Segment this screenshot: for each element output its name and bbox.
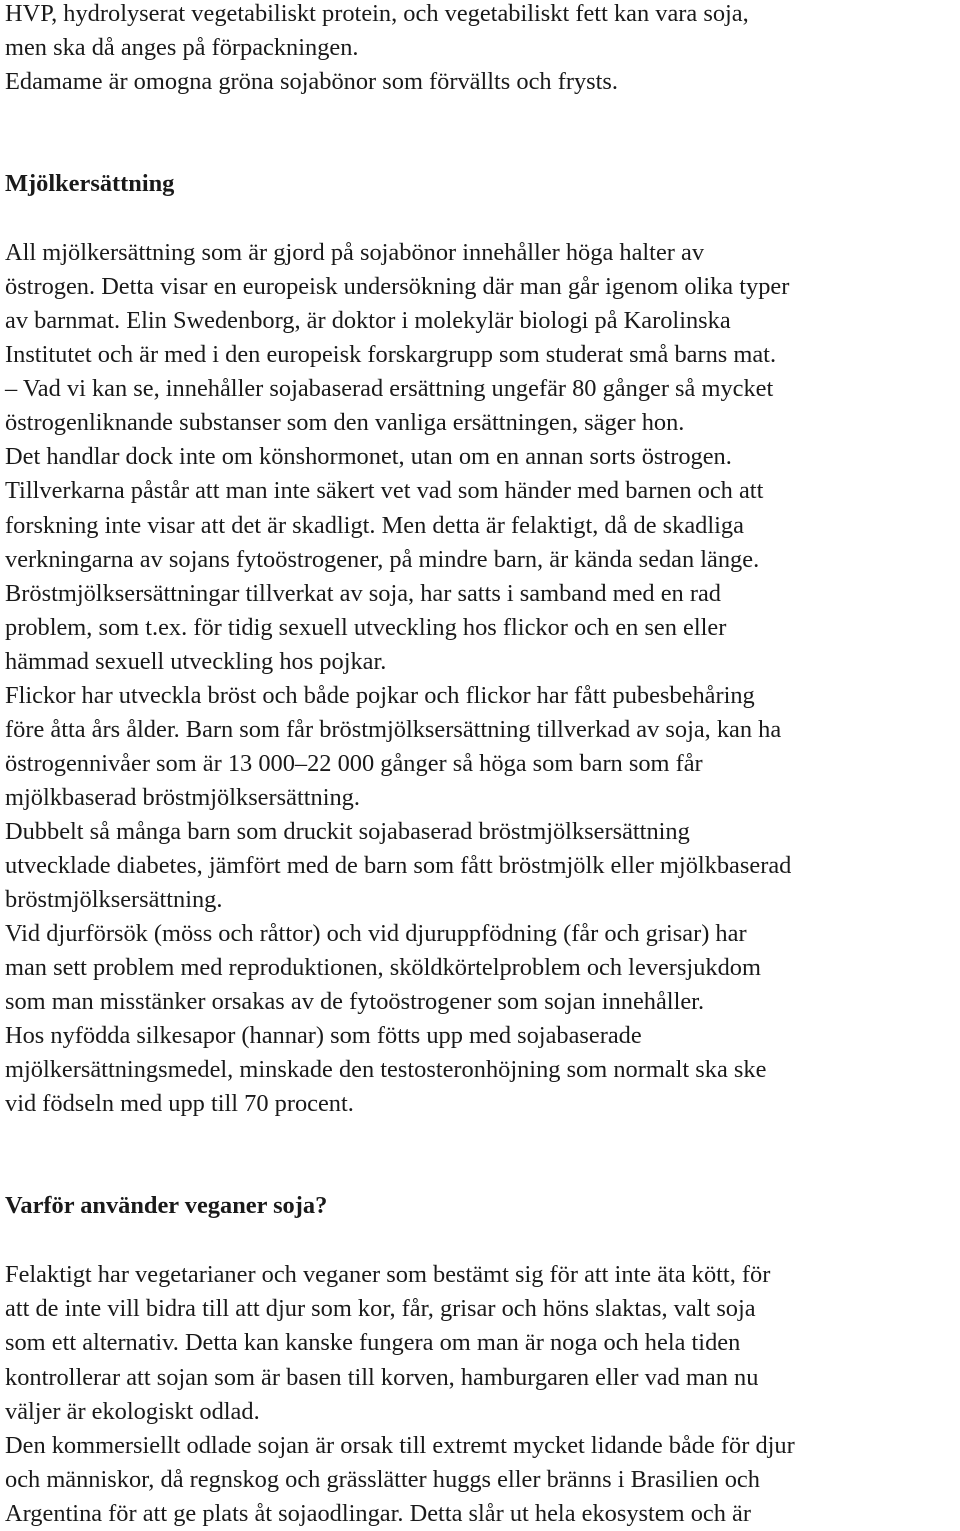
intro-text-line: Edamame är omogna gröna sojabönor som förvällts och frysts.	[5, 68, 619, 96]
section1-text-line: östrogennivåer som är 13 000–22 000 gånger så höga som barn som får	[5, 749, 703, 777]
section1-text-line: – Vad vi kan se, innehåller sojabaserad ersättning ungefär 80 gånger så mycket	[5, 375, 774, 403]
section2-text-line: att de inte vill bidra till att djur som kor, får, grisar och höns slaktas, valt soja	[5, 1295, 756, 1323]
section-heading-mjolkersattning: Mjölkersättning	[5, 170, 175, 198]
section1-text-line: Hos nyfödda silkesapor (hannar) som fötts upp med sojabaserade	[5, 1022, 642, 1050]
section2-text-line: Felaktigt har vegetarianer och veganer som bestämt sig för att inte äta kött, för	[5, 1261, 771, 1289]
section2-body	[5, 1258, 960, 1530]
spacer	[5, 201, 960, 236]
section1-text-line: östrogen. Detta visar en europeisk undersökning där man går igenom olika typer	[5, 273, 790, 301]
spacer	[5, 1121, 960, 1189]
section2-text-line: och människor, då regnskog och grässlätter huggs eller bränns i Brasilien och	[5, 1465, 760, 1493]
section2-text-line: som ett alternativ. Detta kan kanske fungera om man är noga och hela tiden	[5, 1329, 741, 1357]
section1-text-line: som man misstänker orsakas av de fytoöstrogener som sojan innehåller.	[5, 988, 705, 1016]
spacer	[5, 99, 960, 167]
section1-text-line: Dubbelt så många barn som druckit sojabaserad bröstmjölksersättning	[5, 817, 690, 845]
section1-text-line: forskning inte visar att det är skadligt. Men detta är felaktigt, då de skadliga	[5, 511, 744, 539]
section1-text-line: man sett problem med reproduktionen, sköldkörtelproblem och leversjukdom	[5, 954, 761, 982]
section1-text-line: vid födseln med upp till 70 procent.	[5, 1090, 354, 1118]
intro-text-line: men ska då anges på förpackningen.	[5, 34, 359, 62]
section1-text-line: Tillverkarna påstår att man inte säkert vet vad som händer med barnen och att	[5, 477, 764, 505]
section2-text-line: kontrollerar att sojan som är basen till korven, hamburgaren eller vad man nu	[5, 1363, 759, 1391]
section2-text-line: Den kommersiellt odlade sojan är orsak till extremt mycket lidande både för djur	[5, 1431, 795, 1459]
intro-text-line: HVP, hydrolyserat vegetabiliskt protein, och vegetabiliskt fett kan vara soja,	[5, 0, 749, 27]
section1-text-line: Bröstmjölksersättningar tillverkat av soja, har satts i samband med en rad	[5, 579, 721, 607]
section1-text-line: Flickor har utveckla bröst och både pojkar och flickor har fått pubesbehåring	[5, 681, 755, 709]
section1-text-line: bröstmjölksersättning.	[5, 886, 223, 914]
section2-text-line: Argentina för att ge plats åt sojaodlingar. Detta slår ut hela ekosystem och är	[5, 1499, 751, 1527]
section1-text-line: hämmad sexuell utveckling hos pojkar.	[5, 647, 387, 675]
intro-paragraph	[5, 0, 960, 99]
section1-text-line: utvecklade diabetes, jämfört med de barn som fått bröstmjölk eller mjölkbaserad	[5, 851, 792, 879]
section1-text-line: Vid djurförsök (möss och råttor) och vid djuruppfödning (får och grisar) har	[5, 920, 747, 948]
section1-text-line: All mjölkersättning som är gjord på sojabönor innehåller höga halter av	[5, 239, 705, 267]
document-page	[5, 0, 960, 1531]
section1-text-line: problem, som t.ex. för tidig sexuell utveckling hos flickor och en sen eller	[5, 613, 727, 641]
section1-text-line: mjölkbaserad bröstmjölksersättning.	[5, 783, 360, 811]
section2-text-line: väljer är ekologiskt odlad.	[5, 1397, 260, 1425]
section1-text-line: före åtta års ålder. Barn som får bröstmjölksersättning tillverkad av soja, kan ha	[5, 715, 782, 743]
section-heading-varfor-veganer-soja: Varför använder veganer soja?	[5, 1192, 328, 1220]
section1-text-line: Institutet och är med i den europeisk forskargrupp som studerat små barns mat.	[5, 341, 777, 369]
section1-text-line: Det handlar dock inte om könshormonet, utan om en annan sorts östrogen.	[5, 443, 732, 471]
section1-text-line: verkningarna av sojans fytoöstrogener, på mindre barn, är kända sedan länge.	[5, 545, 760, 573]
section1-text-line: östrogenliknande substanser som den vanliga ersättningen, säger hon.	[5, 409, 685, 437]
section1-text-line: av barnmat. Elin Swedenborg, är doktor i molekylär biologi på Karolinska	[5, 307, 731, 335]
spacer	[5, 1223, 960, 1258]
section1-text-line: mjölkersättningsmedel, minskade den testosteronhöjning som normalt ska ske	[5, 1056, 767, 1084]
section1-body	[5, 236, 960, 1121]
